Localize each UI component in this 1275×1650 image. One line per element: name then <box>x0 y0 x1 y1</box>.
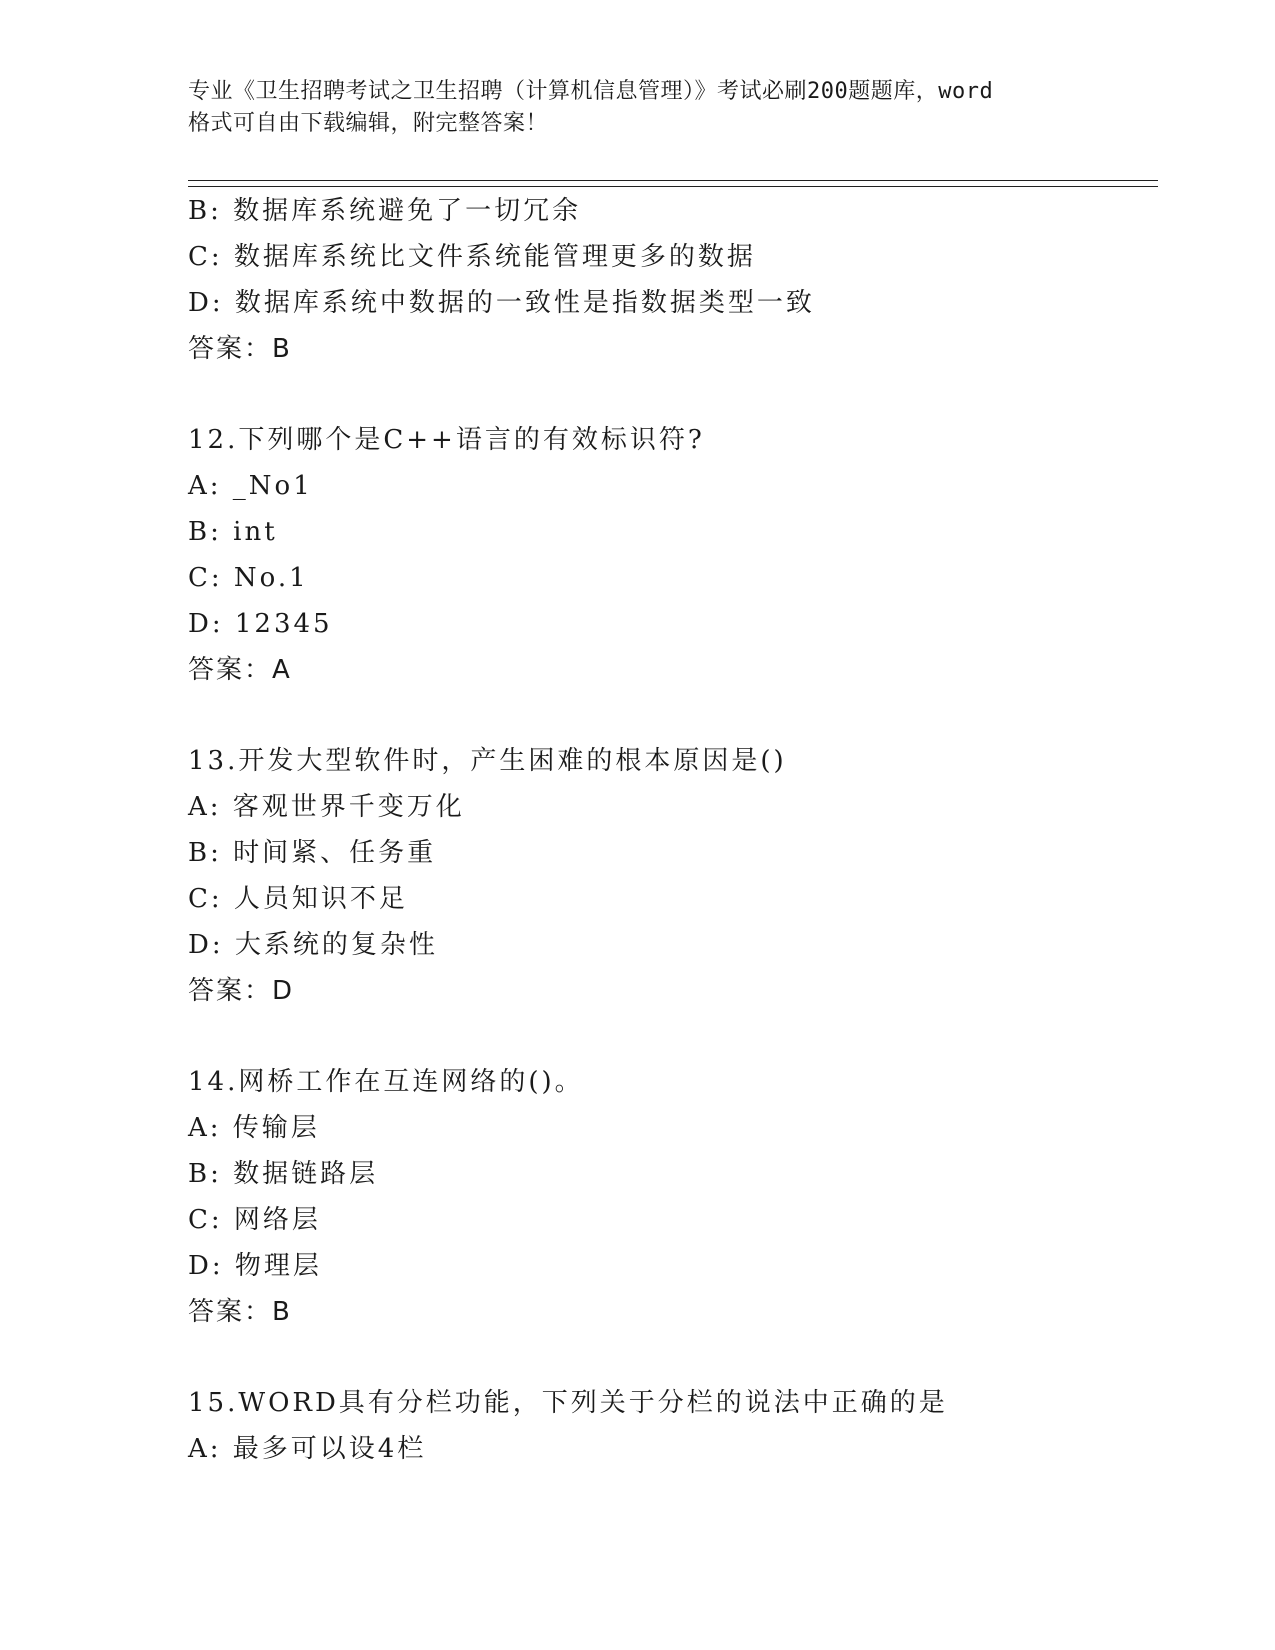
option-b: B: 时间紧、任务重 <box>188 838 437 868</box>
option-b: B: 数据库系统避免了一切冗余 <box>188 196 582 226</box>
question-text: 15.WORD具有分栏功能，下列关于分栏的说法中正确的是 <box>188 1388 948 1418</box>
question-text: 13.开发大型软件时，产生困难的根本原因是() <box>188 746 787 776</box>
option-c: C: No.1 <box>188 563 309 593</box>
option-d: D: 大系统的复杂性 <box>188 930 438 960</box>
option-a: A: 客观世界千变万化 <box>188 792 465 822</box>
question-15 <box>188 1380 1148 1472</box>
spacer <box>188 1335 1148 1380</box>
document-header <box>188 76 1088 140</box>
option-c: C: 数据库系统比文件系统能管理更多的数据 <box>188 242 756 272</box>
header-line-2: 格式可自由下载编辑，附完整答案！ <box>188 111 549 136</box>
option-d: D: 12345 <box>188 609 333 639</box>
header-divider-bottom <box>188 186 1158 187</box>
option-d: D: 物理层 <box>188 1251 322 1281</box>
option-a: A: 传输层 <box>188 1113 320 1143</box>
option-d: D: 数据库系统中数据的一致性是指数据类型一致 <box>188 288 815 318</box>
question-list <box>188 188 1148 1472</box>
header-line-1: 专业《卫生招聘考试之卫生招聘（计算机信息管理）》考试必刷200题题库，word <box>188 79 994 104</box>
answer: 答案：D <box>188 976 295 1006</box>
answer: 答案：B <box>188 334 292 364</box>
answer: 答案：A <box>188 655 292 685</box>
option-c: C: 网络层 <box>188 1205 321 1235</box>
option-b: B: 数据链路层 <box>188 1159 379 1189</box>
question-11-tail <box>188 188 1148 372</box>
question-12 <box>188 417 1148 693</box>
option-a: A: 最多可以设4栏 <box>188 1434 427 1464</box>
option-c: C: 人员知识不足 <box>188 884 408 914</box>
question-14 <box>188 1059 1148 1335</box>
header-divider-top <box>188 180 1158 181</box>
question-text: 14.网桥工作在互连网络的()。 <box>188 1067 584 1097</box>
answer: 答案：B <box>188 1297 292 1327</box>
spacer <box>188 693 1148 738</box>
option-a: A: _No1 <box>188 471 313 501</box>
question-text: 12.下列哪个是C++语言的有效标识符? <box>188 425 705 455</box>
question-13 <box>188 738 1148 1014</box>
spacer <box>188 372 1148 417</box>
spacer <box>188 1014 1148 1059</box>
option-b: B: int <box>188 517 278 547</box>
